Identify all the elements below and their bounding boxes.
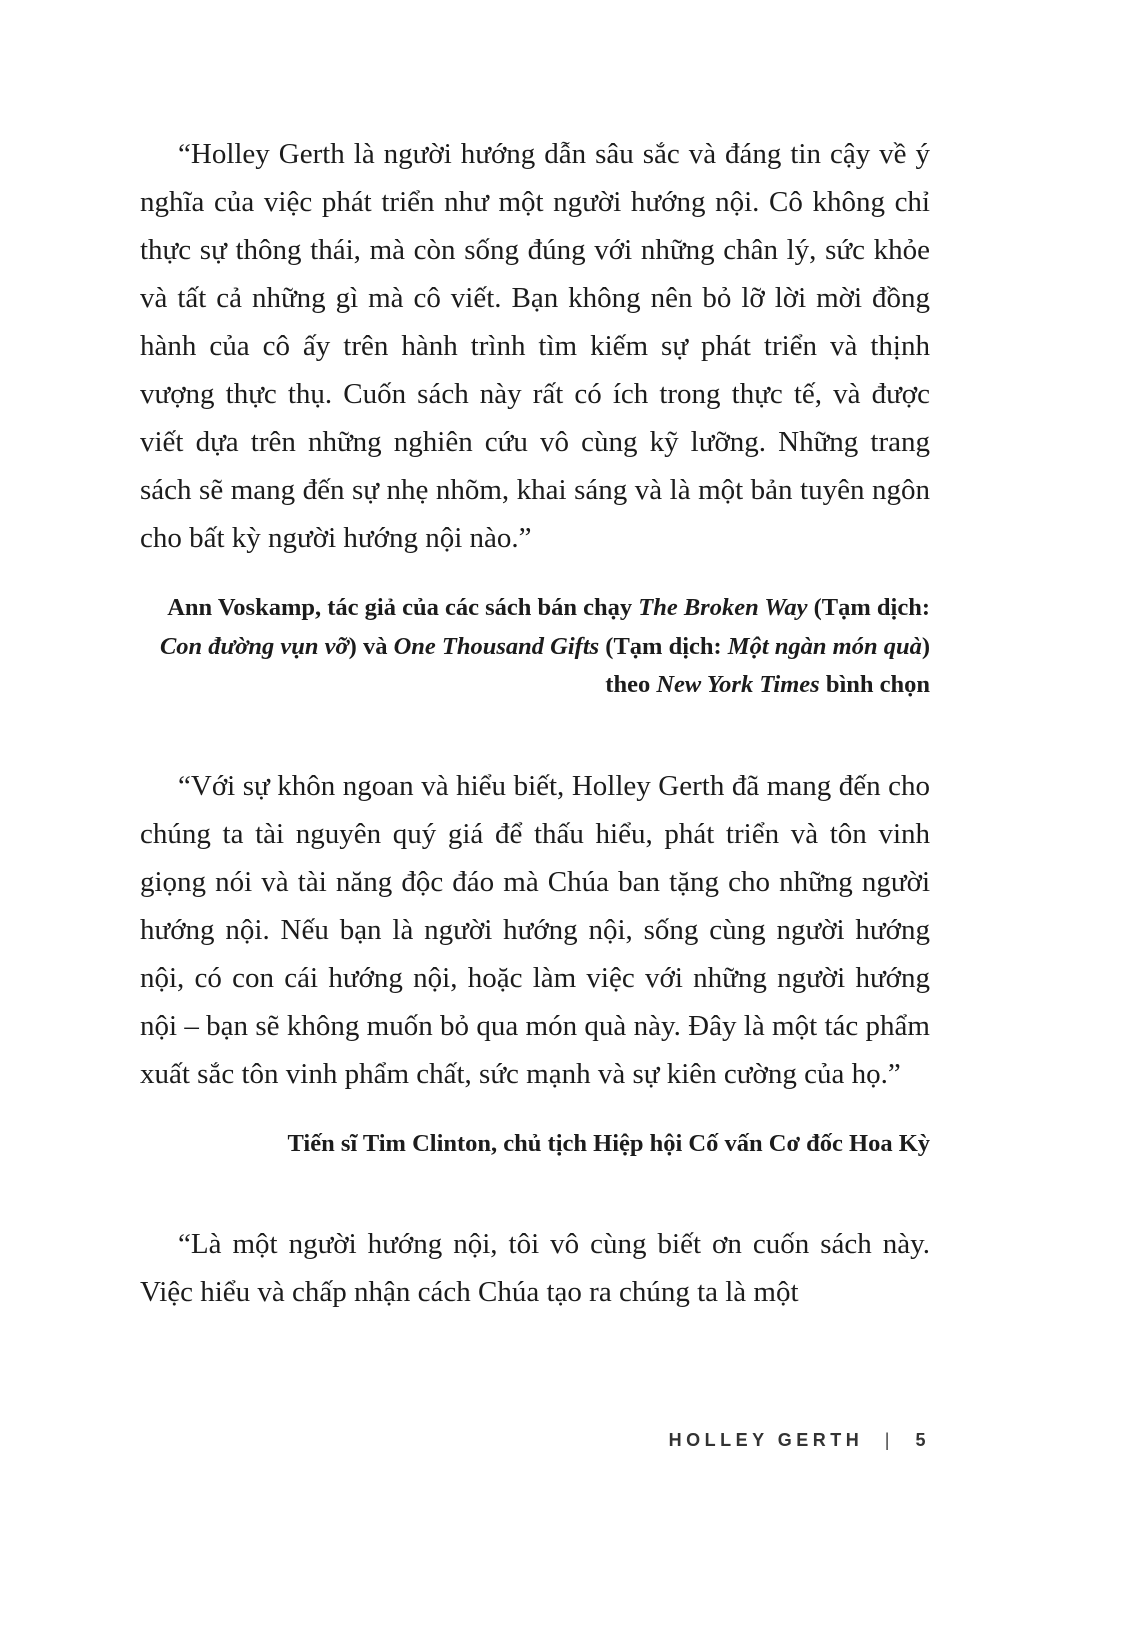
page-text-block (140, 130, 930, 1316)
page-number: 5 (915, 1430, 930, 1450)
testimonial-quote-3: “Là một người hướng nội, tôi vô cùng biết ơn cuốn sách này. Việc hiểu và chấp nhận cách Chúa tạo ra chúng ta là một (140, 1228, 930, 1308)
running-head: HOLLEY GERTH (668, 1430, 864, 1450)
testimonial-attribution-1: Ann Voskamp, tác giả của các sách bán chạy The Broken Way (Tạm dịch: Con đường vụn vỡ) và One Thousand Gifts (Tạm dịch: Một ngàn món quà) theo New York Times bình chọn (159, 594, 930, 698)
footer-separator: | (884, 1430, 894, 1450)
page-footer (669, 1430, 930, 1451)
testimonial-quote-2: “Với sự khôn ngoan và hiểu biết, Holley Gerth đã mang đến cho chúng ta tài nguyên quý giá để thấu hiểu, phát triển và tôn vinh giọng nói và tài năng độc đáo mà Chúa ban tặng cho những người hướng nội. Nếu bạn là người hướng nội, sống cùng người hướng nội, có con cái hướng nội, hoặc làm việc với những người hướng nội – bạn sẽ không muốn bỏ qua món quà này. Đây là một tác phẩm xuất sắc tôn vinh phẩm chất, sức mạnh và sự kiên cường của họ.” (140, 769, 930, 1090)
testimonial-quote-1: “Holley Gerth là người hướng dẫn sâu sắc và đáng tin cậy về ý nghĩa của việc phát triển như một người hướng nội. Cô không chỉ thực sự thông thái, mà còn sống đúng với những chân lý, sức khỏe và tất cả những gì mà cô viết. Bạn không nên bỏ lỡ lời mời đồng hành của cô ấy trên hành trình tìm kiếm sự phát triển và thịnh vượng thực thụ. Cuốn sách này rất có ích trong thực tế, và được viết dựa trên những nghiên cứu vô cùng kỹ lưỡng. Những trang sách sẽ mang đến sự nhẹ nhõm, khai sáng và là một bản tuyên ngôn cho bất kỳ người hướng nội nào.” (140, 138, 930, 554)
testimonial-attribution-2: Tiến sĩ Tim Clinton, chủ tịch Hiệp hội Cố vấn Cơ đốc Hoa Kỳ (287, 1129, 930, 1157)
